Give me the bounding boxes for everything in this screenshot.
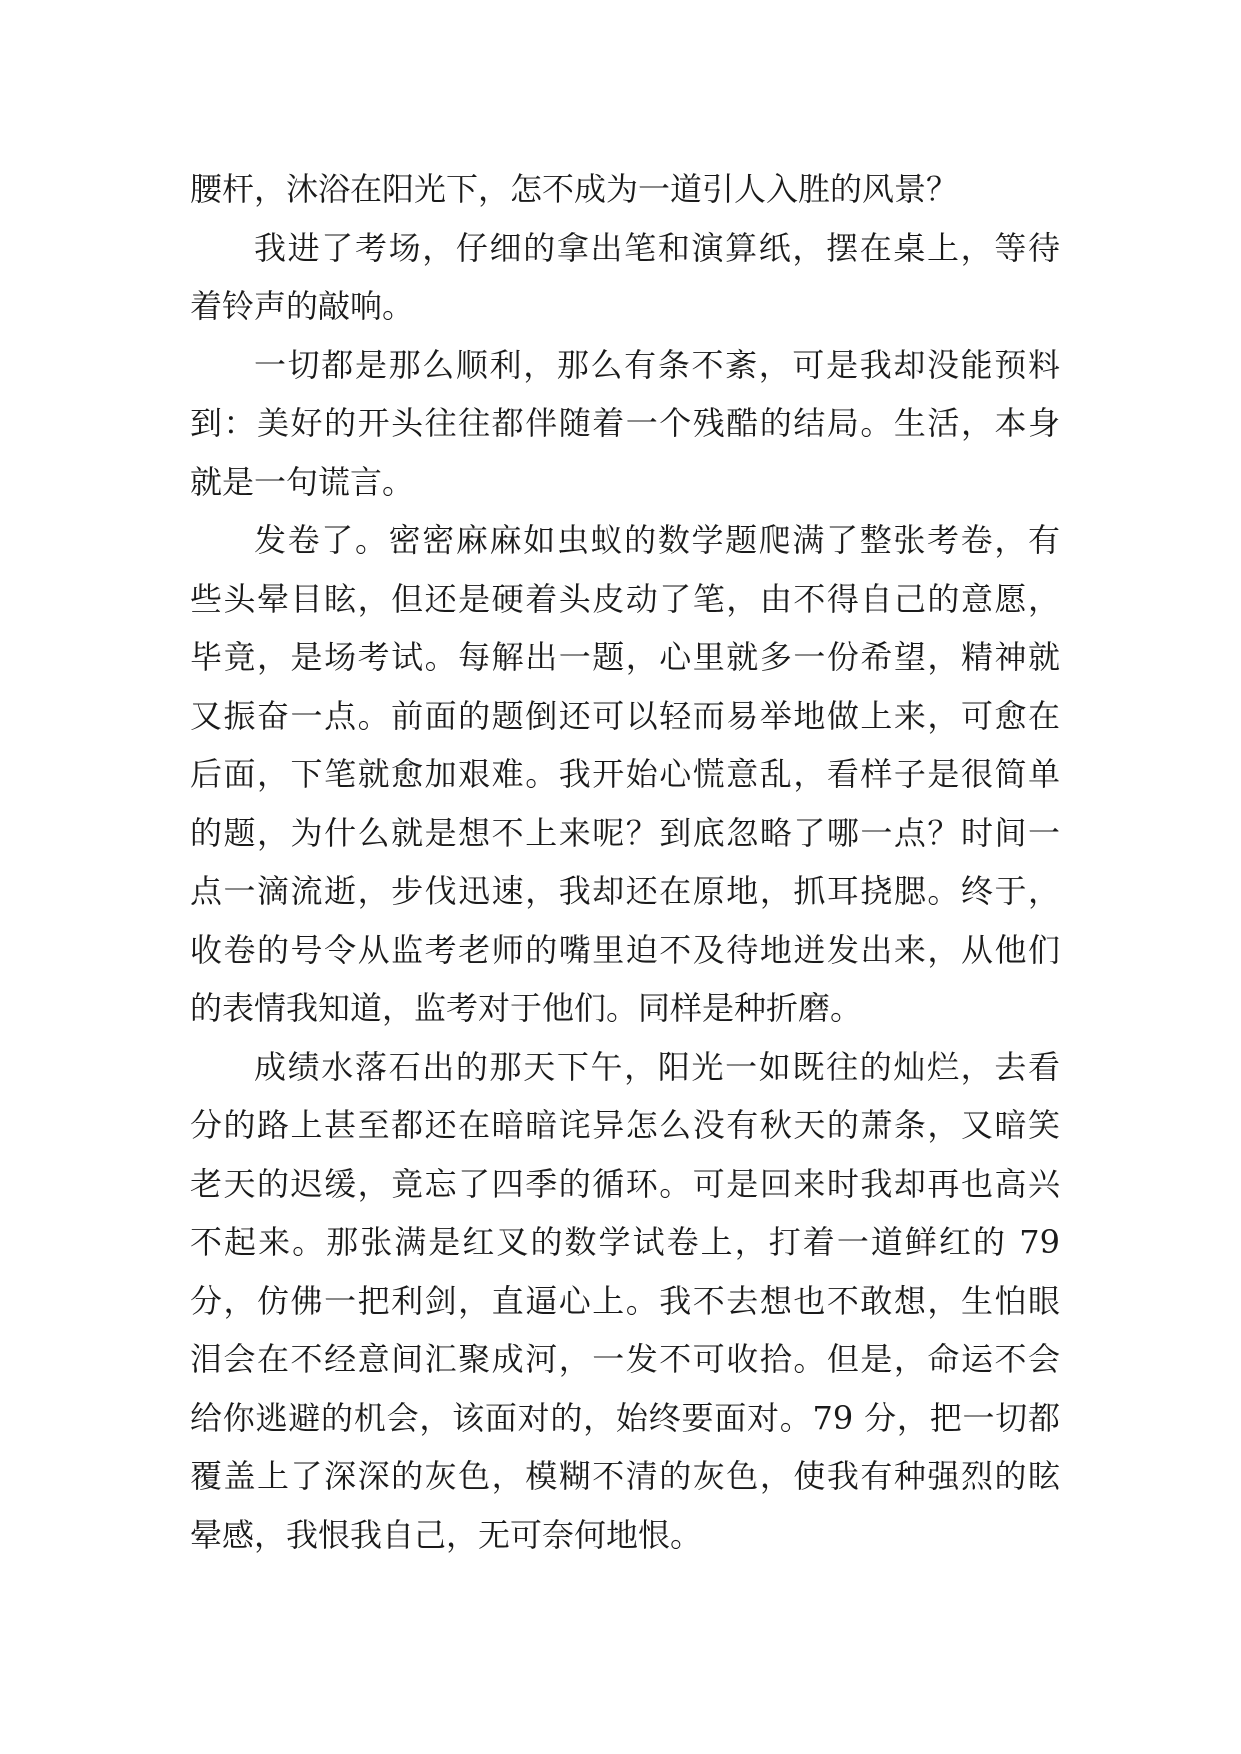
text-line: 毕竟，是场考试。每解出一题，心里就多一份希望，精神就 [190, 638, 1060, 676]
text-line: 泪会在不经意间汇聚成河，一发不可收拾。但是，命运不会 [190, 1340, 1060, 1378]
text-line: 老天的迟缓，竟忘了四季的循环。可是回来时我却再也高兴 [190, 1164, 1060, 1203]
text-line: 点一滴流逝，步伐迅速，我却还在原地，抓耳挠腮。终于， [190, 872, 1060, 910]
text-line: 一切都是那么顺利，那么有条不紊，可是我却没能预料 [254, 345, 1060, 384]
text-line: 腰杆，沐浴在阳光下，怎不成为一道引人入胜的风景？ [190, 170, 959, 208]
text-line: 后面，下笔就愈加艰难。我开始心慌意乱，看样子是很简单 [190, 755, 1060, 793]
text-line: 到：美好的开头往往都伴随着一个残酷的结局。生活，本身 [190, 404, 1060, 442]
paragraph-4 [190, 511, 1060, 1038]
paragraph-2 [190, 219, 1060, 336]
text-line: 就是一句谎言。 [190, 462, 415, 501]
text-line: 覆盖上了深深的灰色，模糊不清的灰色，使我有种强烈的眩 [190, 1457, 1060, 1495]
text-line: 晕感，我恨我自己，无可奈何地恨。 [190, 1515, 703, 1554]
text-line: 着铃声的敲响。 [190, 287, 415, 325]
text-line: 的表情我知道，监考对于他们。同样是种折磨。 [190, 989, 863, 1027]
body-text [190, 160, 1060, 1564]
paragraph-1 [190, 160, 1060, 219]
text-line: 给你逃避的机会，该面对的，始终要面对。79 分，把一切都 [190, 1398, 1060, 1437]
text-line: 收卷的号令从监考老师的嘴里迫不及待地迸发出来，从他们 [190, 930, 1060, 969]
text-line: 分的路上甚至都还在暗暗诧异怎么没有秋天的萧条，又暗笑 [190, 1106, 1060, 1144]
text-line: 分，仿佛一把利剑，直逼心上。我不去想也不敢想，生怕眼 [190, 1281, 1060, 1320]
text-line: 些头晕目眩，但还是硬着头皮动了笔，由不得自己的意愿， [190, 579, 1060, 618]
text-line: 成绩水落石出的那天下午，阳光一如既往的灿烂，去看 [254, 1047, 1060, 1086]
text-line: 发卷了。密密麻麻如虫蚁的数学题爬满了整张考卷，有 [254, 521, 1060, 559]
text-line: 又振奋一点。前面的题倒还可以轻而易举地做上来，可愈在 [190, 696, 1060, 735]
paragraph-3 [190, 336, 1060, 512]
text-line: 的题，为什么就是想不上来呢？到底忽略了哪一点？时间一 [190, 813, 1060, 852]
text-line: 我进了考场，仔细的拿出笔和演算纸，摆在桌上，等待 [254, 228, 1060, 267]
paragraph-5 [190, 1038, 1060, 1565]
text-line: 不起来。那张满是红叉的数学试卷上，打着一道鲜红的 79 [190, 1223, 1060, 1261]
